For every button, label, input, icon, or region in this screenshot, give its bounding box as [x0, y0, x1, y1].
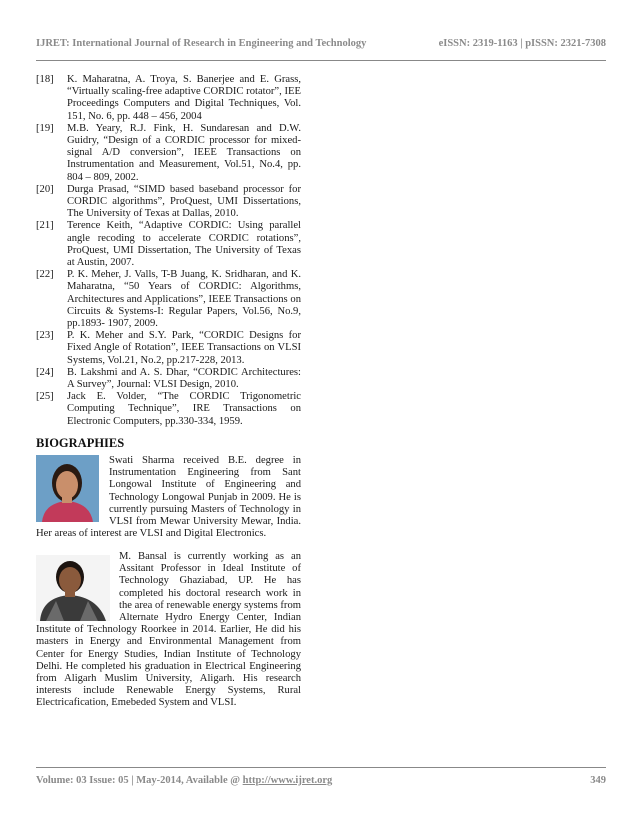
reference-number: [25] — [36, 391, 54, 403]
reference-number: [20] — [36, 183, 54, 195]
reference-text: Durga Prasad, “SIMD based baseband processor for CORDIC algorithms”, ProQuest, UMI Dissertations, The University of Texas at Dallas, 2010. — [67, 183, 301, 220]
reference-text: Jack E. Volder, “The CORDIC Trigonometric Computing Technique”, IRE Transactions on Electronic Computers, pp.330-334, 1959. — [67, 391, 301, 427]
biography-2 — [36, 551, 301, 710]
reference-item — [36, 367, 301, 391]
reference-text: M.B. Yeary, R.J. Fink, H. Sundaresan and D.W. Guidry, “Design of a CORDIC processor for mixed-signal A/D conversion”, IEEE Transactions on Instrumentation and Measurement, Vol.51, No.4, pp. 804 – 809, 2002. — [67, 122, 301, 183]
page-footer — [36, 775, 606, 786]
page-header — [36, 38, 606, 49]
biographies-heading: BIOGRAPHIES — [36, 436, 125, 450]
biography-1-text: Swati Sharma received B.E. degree in Instrumentation Engineering from Sant Longowal Institute of Engineering and Technology Longowal Punjab in 2009. He is currently pursuing Masters of Technology in VLSI from Mewar University Mewar, India. Her areas of interest are VLSI and Digital Electronics. — [36, 455, 301, 540]
biography-1 — [36, 455, 301, 540]
reference-number: [19] — [36, 122, 54, 134]
reference-item — [36, 74, 301, 123]
reference-item — [36, 123, 301, 184]
reference-number: [22] — [36, 269, 54, 281]
journal-title: IJRET: International Journal of Research in Engineering and Technology — [36, 38, 367, 49]
reference-number: [24] — [36, 366, 54, 378]
reference-text: Terence Keith, “Adaptive CORDIC: Using parallel angle recoding to accelerate CORDIC rotations”, ProQuest, UMI Dissertation, The University of Texas at Austin, 2007. — [67, 220, 301, 269]
reference-item — [36, 269, 301, 330]
reference-number: [18] — [36, 74, 54, 85]
references-list — [36, 74, 301, 428]
reference-item — [36, 391, 301, 428]
reference-number: [21] — [36, 220, 54, 232]
reference-item — [36, 184, 301, 221]
biography-2-text: M. Bansal is currently working as an Assitant Professor in Ideal Institute of Technology Ghaziabad, UP. He has completed his doctoral research work in the area of renewable energy systems from Alternate Hydro Energy Center, Indian Institute of Technology Roorkee in 2014. Earlier, He did his masters in Energy and Environmental Management from Center for Energy Studies, Indian Institute of Technology Delhi. He completed his graduation in Electrical Engineering from Aligarh Muslim University, Aligarh. His research interests include Renewable Energy Systems, Rural Electricafication, Emebeded System and VLSI. — [36, 551, 301, 709]
author-photo-2 — [36, 555, 110, 621]
issn: eISSN: 2319-1163 | pISSN: 2321-7308 — [438, 38, 606, 49]
footer-divider — [36, 767, 606, 768]
footer-volume-text: Volume: 03 Issue: 05 | May-2014, Available @ — [36, 775, 243, 786]
reference-item — [36, 220, 301, 269]
reference-text: B. Lakshmi and A. S. Dhar, “CORDIC Architectures: A Survey”, Journal: VLSI Design, 2010. — [67, 366, 301, 391]
reference-text: P. K. Meher and S.Y. Park, “CORDIC Designs for Fixed Angle of Rotation”, IEEE Transactions on VLSI Systems, Vol.21, No.2, pp.217-228, 2013. — [67, 330, 301, 366]
reference-item — [36, 330, 301, 367]
reference-text: P. K. Meher, J. Valls, T-B Juang, K. Sridharan, and K. Maharatna, “50 Years of CORDIC: Algorithms, Architectures and Applications”, IEEE Transactions on Circuits & Systems-I: Regular Papers, Vol.56, No.9, pp.1893- 1907, 2009. — [67, 269, 301, 330]
reference-number: [23] — [36, 330, 54, 342]
header-divider — [36, 60, 606, 61]
journal-link[interactable]: http://www.ijret.org — [242, 775, 333, 786]
footer-volume — [36, 775, 332, 786]
author-photo-1 — [36, 455, 99, 522]
reference-text: K. Maharatna, A. Troya, S. Banerjee and E. Grass, “Virtually scaling-free adaptive CORDIC rotator”, IEE Proceedings Computers and Digital Techniques, Vol. 151, No. 6, pp. 448 – 456, 2004 — [67, 74, 301, 122]
page-number: 349 — [590, 775, 606, 786]
